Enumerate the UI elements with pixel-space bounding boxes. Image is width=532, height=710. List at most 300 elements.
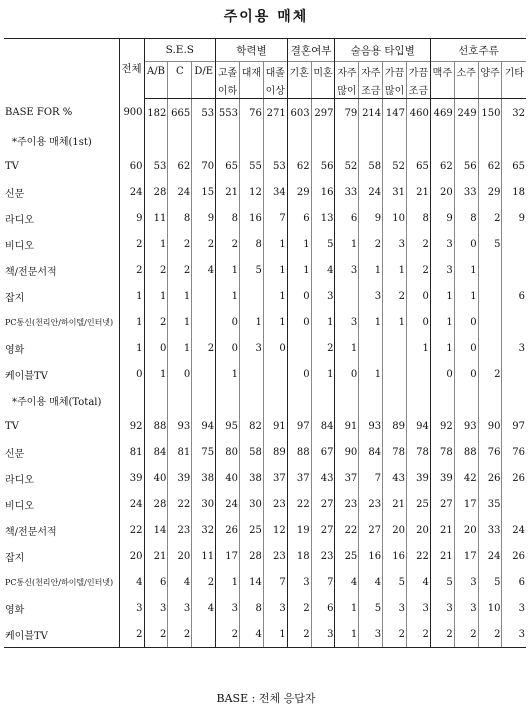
table-cell: 19 bbox=[287, 517, 311, 543]
table-cell: 33 bbox=[454, 179, 478, 205]
table-cell bbox=[502, 231, 526, 257]
table-cell: 21 bbox=[383, 491, 407, 517]
table-cell bbox=[192, 283, 216, 309]
table-cell: 88 bbox=[144, 413, 168, 439]
table-cell: 0 bbox=[335, 361, 359, 387]
table-cell: 1 bbox=[311, 309, 335, 335]
table-cell: 29 bbox=[287, 179, 311, 205]
table-cell: 1 bbox=[168, 335, 192, 361]
table-cell: 62 bbox=[478, 153, 502, 179]
table-cell: 3 bbox=[359, 621, 383, 648]
header-sub: 맥주 bbox=[430, 62, 454, 81]
table-cell: 92 bbox=[430, 413, 454, 439]
table-cell: 7 bbox=[263, 569, 287, 595]
table-cell: 20 bbox=[119, 543, 144, 569]
table-cell: 1 bbox=[119, 335, 144, 361]
header-sub2: 조금 bbox=[359, 80, 383, 99]
table-cell: 1 bbox=[335, 231, 359, 257]
base-value: 79 bbox=[335, 99, 359, 128]
base-value: 32 bbox=[502, 99, 526, 128]
header-sub2 bbox=[168, 80, 192, 99]
table-cell: 92 bbox=[119, 413, 144, 439]
table-cell: 6 bbox=[502, 283, 526, 309]
table-cell: 4 bbox=[359, 569, 383, 595]
table-cell: 65 bbox=[216, 153, 240, 179]
table-cell bbox=[407, 361, 431, 387]
table-cell: 16 bbox=[359, 543, 383, 569]
table-cell: 32 bbox=[192, 517, 216, 543]
table-cell: 0 bbox=[430, 361, 454, 387]
table-cell: 8 bbox=[168, 205, 192, 231]
table-cell: 24 bbox=[359, 179, 383, 205]
header-sub: 기혼 bbox=[287, 62, 311, 81]
table-cell: 1 bbox=[359, 309, 383, 335]
table-cell: 5 bbox=[239, 257, 263, 283]
row-label: 비디오 bbox=[5, 240, 34, 252]
header-sub: 자주 bbox=[335, 62, 359, 81]
table-cell: 20 bbox=[430, 179, 454, 205]
table-cell: 37 bbox=[335, 465, 359, 491]
table-cell: 43 bbox=[383, 465, 407, 491]
table-cell: 65 bbox=[502, 153, 526, 179]
table-cell: 2 bbox=[168, 621, 192, 648]
row-label: TV bbox=[5, 420, 19, 432]
base-value: 460 bbox=[407, 99, 431, 128]
table-cell: 78 bbox=[383, 439, 407, 465]
table-cell: 3 bbox=[287, 569, 311, 595]
table-cell: 90 bbox=[335, 439, 359, 465]
table-cell: 8 bbox=[239, 231, 263, 257]
blank-cell bbox=[359, 387, 383, 413]
table-cell: 5 bbox=[311, 231, 335, 257]
table-cell: 76 bbox=[502, 439, 526, 465]
table-cell: 3 bbox=[383, 595, 407, 621]
blank-cell bbox=[478, 387, 502, 413]
table-cell: 28 bbox=[239, 543, 263, 569]
base-row bbox=[4, 99, 526, 128]
table-cell bbox=[239, 283, 263, 309]
blank-cell bbox=[335, 127, 359, 153]
header-corner bbox=[4, 39, 119, 99]
header-row-groups bbox=[4, 39, 526, 62]
table-cell: 89 bbox=[263, 439, 287, 465]
table-cell: 21 bbox=[407, 179, 431, 205]
blank-cell bbox=[502, 387, 526, 413]
table-row bbox=[4, 283, 526, 309]
table-cell: 2 bbox=[168, 257, 192, 283]
table-cell: 39 bbox=[119, 465, 144, 491]
header-group: 학력별 bbox=[216, 39, 288, 62]
table-cell: 4 bbox=[239, 621, 263, 648]
blank-cell bbox=[407, 387, 431, 413]
table-cell: 18 bbox=[502, 179, 526, 205]
table-cell: 84 bbox=[359, 439, 383, 465]
table-cell: 3 bbox=[407, 595, 431, 621]
table-cell: 2 bbox=[407, 257, 431, 283]
table-cell: 14 bbox=[144, 517, 168, 543]
row-label: 신문 bbox=[5, 188, 25, 200]
table-cell: 21 bbox=[430, 517, 454, 543]
blank-cell bbox=[263, 387, 287, 413]
header-group: 선호주류 bbox=[430, 39, 526, 62]
table-cell: 3 bbox=[454, 595, 478, 621]
header-sub: 가끔 bbox=[407, 62, 431, 81]
table-cell: 3 bbox=[119, 595, 144, 621]
table-cell: 42 bbox=[454, 465, 478, 491]
section-row bbox=[4, 387, 526, 413]
table-cell: 1 bbox=[287, 257, 311, 283]
table-cell: 89 bbox=[383, 413, 407, 439]
table-cell: 8 bbox=[454, 205, 478, 231]
table-cell: 20 bbox=[454, 517, 478, 543]
table-cell: 2 bbox=[119, 621, 144, 648]
table-cell: 5 bbox=[478, 231, 502, 257]
blank-cell bbox=[119, 127, 144, 153]
table-cell: 3 bbox=[335, 309, 359, 335]
table-cell: 94 bbox=[192, 413, 216, 439]
blank-cell bbox=[407, 127, 431, 153]
table-cell: 40 bbox=[144, 465, 168, 491]
table-cell: 1 bbox=[430, 309, 454, 335]
table-cell: 2 bbox=[478, 205, 502, 231]
base-value: 214 bbox=[359, 99, 383, 128]
table-cell: 20 bbox=[407, 517, 431, 543]
table-cell: 15 bbox=[192, 179, 216, 205]
row-label: PC통신(천리안/하이텔/인터넷) bbox=[5, 317, 114, 327]
table-cell: 81 bbox=[119, 439, 144, 465]
base-value: 553 bbox=[216, 99, 240, 128]
table-cell: 2 bbox=[216, 621, 240, 648]
table-cell: 2 bbox=[478, 621, 502, 648]
table-cell: 0 bbox=[216, 335, 240, 361]
table-cell: 23 bbox=[263, 491, 287, 517]
table-cell: 62 bbox=[287, 153, 311, 179]
header-sub2 bbox=[192, 80, 216, 99]
header-sub: 대재 bbox=[239, 62, 263, 81]
table-cell: 38 bbox=[192, 465, 216, 491]
table-cell: 16 bbox=[383, 543, 407, 569]
table-cell: 9 bbox=[119, 205, 144, 231]
table-cell: 1 bbox=[263, 621, 287, 648]
table-row bbox=[4, 335, 526, 361]
table-cell: 91 bbox=[263, 413, 287, 439]
table-cell: 11 bbox=[192, 543, 216, 569]
table-cell: 25 bbox=[239, 517, 263, 543]
table-cell: 97 bbox=[502, 413, 526, 439]
table-cell: 39 bbox=[430, 465, 454, 491]
table-cell: 7 bbox=[263, 205, 287, 231]
table-cell: 28 bbox=[144, 179, 168, 205]
table-cell: 24 bbox=[502, 517, 526, 543]
table-cell: 31 bbox=[383, 179, 407, 205]
table-cell: 0 bbox=[454, 309, 478, 335]
table-cell: 75 bbox=[192, 439, 216, 465]
table-cell: 3 bbox=[430, 231, 454, 257]
table-cell: 22 bbox=[119, 517, 144, 543]
table-cell: 3 bbox=[216, 595, 240, 621]
blank-cell bbox=[383, 387, 407, 413]
blank-cell bbox=[168, 387, 192, 413]
table-cell: 26 bbox=[502, 465, 526, 491]
table-cell: 23 bbox=[311, 543, 335, 569]
table-cell: 39 bbox=[168, 465, 192, 491]
table-cell: 9 bbox=[359, 205, 383, 231]
header-sub: 양주 bbox=[478, 62, 502, 81]
table-cell: 3 bbox=[239, 335, 263, 361]
table-cell: 3 bbox=[263, 595, 287, 621]
table-cell: 1 bbox=[454, 283, 478, 309]
header-sub2: 이상 bbox=[263, 80, 287, 99]
table-cell: 0 bbox=[263, 335, 287, 361]
table-cell: 0 bbox=[454, 231, 478, 257]
table-cell bbox=[359, 335, 383, 361]
table-cell: 97 bbox=[287, 413, 311, 439]
table-cell: 67 bbox=[311, 439, 335, 465]
table-cell: 3 bbox=[168, 595, 192, 621]
header-sub2 bbox=[478, 80, 502, 99]
base-value: 182 bbox=[144, 99, 168, 128]
table-cell: 93 bbox=[454, 413, 478, 439]
table-cell: 24 bbox=[216, 491, 240, 517]
table-cell: 56 bbox=[454, 153, 478, 179]
table-cell: 8 bbox=[407, 205, 431, 231]
base-value: 603 bbox=[287, 99, 311, 128]
row-label: 케이블TV bbox=[4, 621, 119, 648]
table-cell: 1 bbox=[383, 257, 407, 283]
table-cell: 5 bbox=[383, 569, 407, 595]
table-cell: 88 bbox=[287, 439, 311, 465]
table-cell: 9 bbox=[502, 205, 526, 231]
table-row bbox=[4, 413, 526, 439]
table-cell: 17 bbox=[216, 543, 240, 569]
table-cell bbox=[478, 257, 502, 283]
table-cell: 6 bbox=[287, 205, 311, 231]
table-cell: 3 bbox=[454, 569, 478, 595]
footnote: BASE : 전체 응답자 bbox=[216, 692, 316, 705]
table-cell: 1 bbox=[263, 257, 287, 283]
table-cell: 2 bbox=[144, 621, 168, 648]
table-cell: 1 bbox=[119, 283, 144, 309]
blank-cell bbox=[311, 127, 335, 153]
header-sub2 bbox=[287, 80, 311, 99]
table-cell: 3 bbox=[144, 595, 168, 621]
header-sub: 대졸 bbox=[263, 62, 287, 81]
table-cell: 91 bbox=[335, 413, 359, 439]
table-cell: 2 bbox=[144, 309, 168, 335]
blank-cell bbox=[454, 127, 478, 153]
table-cell: 93 bbox=[168, 413, 192, 439]
header-sub2 bbox=[430, 80, 454, 99]
table-cell: 21 bbox=[430, 543, 454, 569]
table-cell: 0 bbox=[287, 309, 311, 335]
table-cell: 2 bbox=[192, 569, 216, 595]
table-cell: 3 bbox=[430, 257, 454, 283]
header-sub2 bbox=[454, 80, 478, 99]
base-value: 900 bbox=[119, 99, 144, 128]
table-cell: 2 bbox=[454, 621, 478, 648]
table-cell: 60 bbox=[119, 153, 144, 179]
header-group: 결혼여부 bbox=[287, 39, 335, 62]
table-cell: 0 bbox=[119, 361, 144, 387]
table-cell: 21 bbox=[216, 179, 240, 205]
table-cell: 9 bbox=[192, 205, 216, 231]
table-cell: 0 bbox=[216, 309, 240, 335]
table-cell: 12 bbox=[263, 517, 287, 543]
table-cell: 1 bbox=[216, 361, 240, 387]
row-label: 영화 bbox=[5, 344, 25, 356]
table-cell: 3 bbox=[383, 231, 407, 257]
blank-cell bbox=[144, 387, 168, 413]
table-cell: 1 bbox=[335, 595, 359, 621]
table-cell: 84 bbox=[144, 439, 168, 465]
table-cell: 4 bbox=[311, 257, 335, 283]
table-cell: 24 bbox=[478, 543, 502, 569]
table-cell: 3 bbox=[502, 621, 526, 648]
table-cell: 53 bbox=[144, 153, 168, 179]
table-cell bbox=[478, 335, 502, 361]
blank-cell bbox=[168, 127, 192, 153]
table-cell: 35 bbox=[478, 491, 502, 517]
table-cell: 1 bbox=[144, 361, 168, 387]
table-cell: 90 bbox=[478, 413, 502, 439]
header-sub: 소주 bbox=[454, 62, 478, 81]
table-cell bbox=[192, 309, 216, 335]
table-cell: 16 bbox=[311, 179, 335, 205]
table-row bbox=[4, 543, 526, 569]
base-value: 147 bbox=[383, 99, 407, 128]
table-cell: 70 bbox=[192, 153, 216, 179]
table-cell: 2 bbox=[119, 257, 144, 283]
table-cell: 1 bbox=[119, 309, 144, 335]
table-cell: 88 bbox=[454, 439, 478, 465]
base-value: 76 bbox=[239, 99, 263, 128]
table-cell: 2 bbox=[287, 595, 311, 621]
blank-cell bbox=[144, 127, 168, 153]
table-cell: 6 bbox=[335, 205, 359, 231]
table-cell: 40 bbox=[216, 465, 240, 491]
table-cell: 2 bbox=[383, 621, 407, 648]
table-cell: 65 bbox=[407, 153, 431, 179]
blank-cell bbox=[430, 387, 454, 413]
blank-cell bbox=[287, 387, 311, 413]
header-sub2: 이하 bbox=[216, 80, 240, 99]
row-label: 잡지 bbox=[5, 552, 25, 564]
table-cell: 2 bbox=[407, 621, 431, 648]
blank-cell bbox=[287, 127, 311, 153]
table-cell: 30 bbox=[192, 491, 216, 517]
table-cell: 37 bbox=[287, 465, 311, 491]
table-cell: 2 bbox=[383, 283, 407, 309]
table-cell: 4 bbox=[192, 257, 216, 283]
table-cell: 10 bbox=[478, 595, 502, 621]
table-cell: 56 bbox=[311, 153, 335, 179]
row-label: 신문 bbox=[5, 448, 25, 460]
table-cell: 9 bbox=[430, 205, 454, 231]
table-cell: 1 bbox=[216, 569, 240, 595]
header-sub: D/E bbox=[192, 62, 216, 81]
table-cell: 76 bbox=[478, 439, 502, 465]
table-row bbox=[4, 153, 526, 179]
base-value: 53 bbox=[192, 99, 216, 128]
table-cell: 20 bbox=[168, 543, 192, 569]
header-sub2: 조금 bbox=[407, 80, 431, 99]
table-cell: 0 bbox=[407, 283, 431, 309]
table-cell: 80 bbox=[216, 439, 240, 465]
blank-cell bbox=[454, 387, 478, 413]
header-sub2 bbox=[502, 80, 526, 99]
table-cell: 6 bbox=[311, 595, 335, 621]
table-cell: 43 bbox=[311, 465, 335, 491]
table-cell: 38 bbox=[239, 465, 263, 491]
table-cell: 4 bbox=[168, 569, 192, 595]
table-cell: 2 bbox=[359, 231, 383, 257]
header-sub: 기타 bbox=[502, 62, 526, 81]
table-cell: 24 bbox=[119, 491, 144, 517]
table-cell: 5 bbox=[359, 595, 383, 621]
table-cell: 23 bbox=[335, 491, 359, 517]
table-cell: 17 bbox=[454, 491, 478, 517]
table-cell: 1 bbox=[454, 257, 478, 283]
table-cell: 1 bbox=[216, 283, 240, 309]
blank-cell bbox=[192, 127, 216, 153]
table-row bbox=[4, 309, 526, 335]
table-cell: 34 bbox=[263, 179, 287, 205]
table-row bbox=[4, 179, 526, 205]
table-cell: 4 bbox=[192, 595, 216, 621]
table-cell: 0 bbox=[168, 361, 192, 387]
table-cell: 22 bbox=[287, 491, 311, 517]
blank-cell bbox=[216, 387, 240, 413]
table-cell: 4 bbox=[335, 569, 359, 595]
table-cell: 2 bbox=[311, 335, 335, 361]
table-cell: 23 bbox=[359, 491, 383, 517]
table-cell: 1 bbox=[239, 309, 263, 335]
blank-cell bbox=[359, 127, 383, 153]
table-cell: 1 bbox=[263, 231, 287, 257]
table-cell: 2 bbox=[168, 231, 192, 257]
header-total: 전체 bbox=[119, 39, 144, 99]
table-cell: 3 bbox=[502, 335, 526, 361]
table-cell: 39 bbox=[407, 465, 431, 491]
header-sub: 자주 bbox=[359, 62, 383, 81]
base-value: 297 bbox=[311, 99, 335, 128]
table-cell: 8 bbox=[239, 595, 263, 621]
table-cell: 8 bbox=[216, 205, 240, 231]
table-cell: 2 bbox=[192, 231, 216, 257]
row-label: PC통신(천리안/하이텔/인터넷) bbox=[5, 577, 114, 587]
section-title: *주이용 매체(1st) bbox=[12, 136, 92, 148]
table-cell: 3 bbox=[311, 621, 335, 648]
table-row bbox=[4, 517, 526, 543]
table-cell bbox=[478, 283, 502, 309]
header-group: 술음용 타입별 bbox=[335, 39, 430, 62]
table-cell: 26 bbox=[502, 543, 526, 569]
table-cell: 2 bbox=[287, 621, 311, 648]
base-value: 469 bbox=[430, 99, 454, 128]
table-cell: 1 bbox=[168, 309, 192, 335]
table-cell: 20 bbox=[383, 517, 407, 543]
table-cell: 2 bbox=[430, 621, 454, 648]
table-cell: 0 bbox=[407, 309, 431, 335]
blank-cell bbox=[119, 387, 144, 413]
table-cell: 2 bbox=[192, 335, 216, 361]
table-cell: 2 bbox=[478, 361, 502, 387]
table-cell: 52 bbox=[383, 153, 407, 179]
table-cell: 2 bbox=[119, 231, 144, 257]
table-cell: 28 bbox=[144, 491, 168, 517]
table-cell bbox=[502, 491, 526, 517]
table-cell: 16 bbox=[239, 205, 263, 231]
